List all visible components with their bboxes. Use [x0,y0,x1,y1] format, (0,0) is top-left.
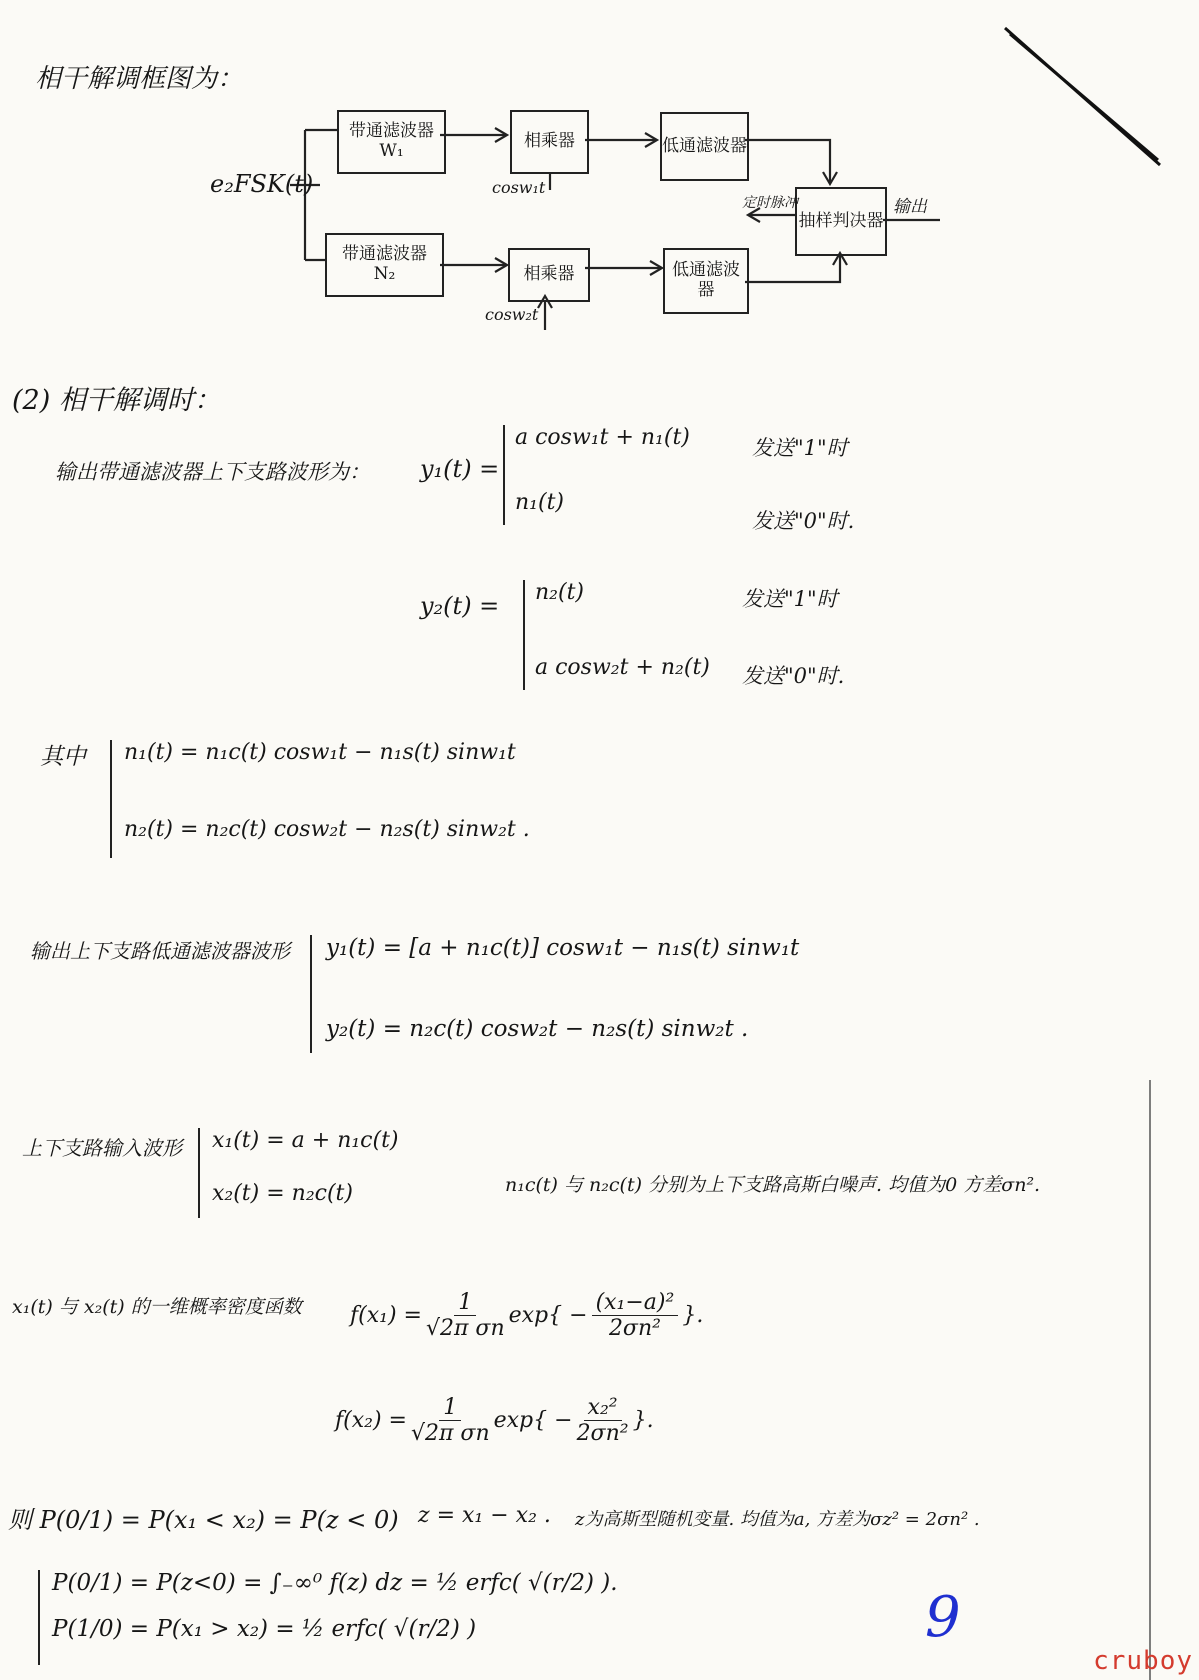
x-equations [198,1128,399,1218]
p-line: 则 P(0/1) = P(x₁ < x₂) = P(z < 0) [8,1506,399,1534]
p01-equation: P(0/1) = P(z<0) = ∫₋∞⁰ f(z) dz = ½ erfc( √(r/2) ). [52,1570,618,1596]
f2-num: 1 [439,1395,461,1421]
y2-label: y₂(t) = [420,592,500,620]
where-label: 其中 [40,744,86,770]
multiplier-2-label: 相乘器 [523,264,575,285]
bandpass-filter-1-label: 带通滤波器 [349,121,434,142]
f1-exp-den: 2σn² [608,1316,661,1341]
f2-fraction [411,1395,490,1446]
multiplier-1 [510,110,589,174]
f2-label: f(x₂) = [335,1408,407,1433]
lpf-intro: 输出上下支路低通滤波器波形 [30,939,290,963]
p10-equation: P(1/0) = P(x₁ > x₂) = ½ erfc( √(r/2) ) [52,1616,477,1642]
f1-exp: exp{ − [508,1303,588,1328]
diagram-heading: 相干解调框图为： [35,64,244,94]
f1-num: 1 [454,1290,476,1316]
f2-exp: exp{ − [493,1408,573,1433]
f1-exp-fraction [592,1290,679,1341]
y2-case-1: n₂(t) [535,580,584,605]
carrier-2-label: cosw₂t [485,305,539,324]
probability-equations [38,1570,618,1665]
multiplier-1-label: 相乘器 [524,131,575,152]
bandpass-filter-1 [337,110,446,174]
f2-den: √2π σn [410,1421,490,1446]
y1-case-2: n₁(t) [515,490,564,515]
carrier-1-label: cosw₁t [492,178,546,197]
lowpass-filter-2 [663,248,749,314]
n2-def: n₂(t) = n₂c(t) cosw₂t − n₂s(t) sinw₂t . [124,817,530,842]
y2-case-1-cond: 发送"1"时 [742,587,838,611]
lowpass-filter-1 [660,112,749,181]
multiplier-2 [508,248,590,302]
bandpass-filter-2-label: 带通滤波器 [342,244,427,265]
x-intro: 上下支路输入波形 [22,1136,182,1160]
output-label: 输出 [893,197,927,217]
x1-equation: x₁(t) = a + n₁c(t) [212,1128,399,1153]
f1-label: f(x₁) = [350,1303,422,1328]
f1-close: }. [682,1303,704,1328]
y1-case-2-cond: 发送"0"时. [752,509,855,533]
lowpass-filter-1-label: 低通滤波器 [662,135,747,156]
lowpass-filter-2-label: 低通滤波器 [672,260,740,300]
f1-den: √2π σn [425,1316,505,1341]
noise-defs [110,740,530,858]
y2-brace [523,580,710,690]
f1-equation [350,1290,703,1341]
pdf-intro: x₁(t) 与 x₂(t) 的一维概率密度函数 [12,1296,302,1318]
clock-label: 定时脉冲 [742,195,798,211]
y1-label: y₁(t) = [420,455,500,483]
f1-exp-num: (x₁−a)² [592,1290,679,1316]
section-2-heading: (2) 相干解调时： [12,385,221,416]
lpf-equations [310,935,799,1053]
z-note: z为高斯型随机变量. 均值为a, 方差为σz² = 2σn² . [575,1509,980,1530]
f2-exp-den: 2σn² [576,1421,629,1446]
watermark: cruboy [1093,1646,1193,1676]
z-def: z = x₁ − x₂ . [418,1503,551,1528]
bandpass-filter-1-sub: W₁ [379,141,404,161]
f2-exp-num: x₂² [584,1395,622,1421]
bandpass-filter-2 [325,233,444,297]
noise-note: n₁c(t) 与 n₂c(t) 分别为上下支路高斯白噪声. 均值为0 方差σn². [505,1174,1041,1196]
y1-lpf: y₁(t) = [a + n₁c(t)] cosw₁t − n₁s(t) sinw₁t [326,935,800,961]
sampler-decision [795,187,887,256]
f2-exp-fraction [577,1395,629,1446]
bandpass-filter-2-sub: N₂ [373,264,396,284]
input-signal-label: e₂FSK(t) [210,170,314,198]
y2-lpf: y₂(t) = n₂c(t) cosw₂t − n₂s(t) sinw₂t . [326,1016,749,1042]
y1-case-1: a cosw₁t + n₁(t) [515,425,690,450]
y2-case-2-cond: 发送"0"时. [742,664,845,688]
n1-def: n₁(t) = n₁c(t) cosw₁t − n₁s(t) sinw₁t [124,740,516,765]
y2-case-2: a cosw₂t + n₂(t) [535,655,710,680]
sampler-decision-label: 抽样判决器 [798,210,884,231]
f2-equation [335,1395,654,1446]
f2-close: }. [632,1408,654,1433]
y1-case-1-cond: 发送"1"时 [752,436,848,460]
x2-equation: x₂(t) = n₂c(t) [212,1181,353,1206]
bpf-output-intro: 输出带通滤波器上下支路波形为： [55,460,370,484]
page-number: 9 [925,1585,961,1650]
y1-brace [503,425,690,525]
f1-fraction [426,1290,505,1341]
